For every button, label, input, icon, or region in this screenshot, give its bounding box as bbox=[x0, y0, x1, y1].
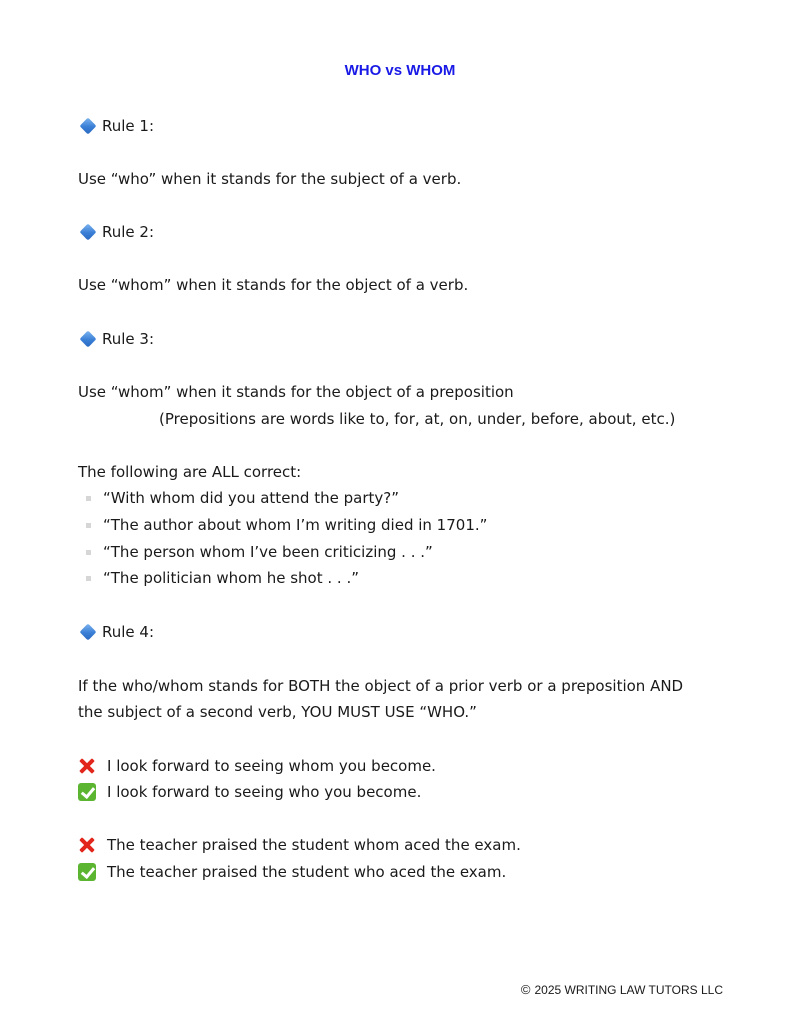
wrong-example-text: The teacher praised the student whom aced the exam. bbox=[107, 836, 521, 854]
check-mark-icon bbox=[78, 783, 96, 801]
rule-2-heading bbox=[78, 222, 154, 242]
rule-2-label: Rule 2: bbox=[102, 223, 155, 241]
copyright-icon: © bbox=[520, 982, 531, 997]
rule-1-heading bbox=[78, 116, 154, 136]
copyright-text: 2025 WRITING LAW TUTORS LLC bbox=[534, 982, 723, 997]
rule-1-label: Rule 1: bbox=[102, 117, 155, 135]
rule-3-label: Rule 3: bbox=[102, 330, 155, 348]
right-example-text: The teacher praised the student who aced the exam. bbox=[107, 863, 507, 881]
right-example bbox=[78, 862, 506, 882]
list-item-text: “The author about whom I’m writing died in 1701.” bbox=[103, 516, 488, 534]
rule-2-text: Use “whom” when it stands for the object of a verb. bbox=[78, 276, 469, 294]
examples-intro: The following are ALL correct: bbox=[78, 463, 302, 481]
x-mark-icon bbox=[78, 757, 96, 775]
list-item bbox=[78, 488, 399, 508]
right-example-text: I look forward to seeing who you become. bbox=[107, 783, 422, 801]
square-bullet-icon bbox=[86, 576, 91, 581]
wrong-example-text: I look forward to seeing whom you become. bbox=[107, 757, 436, 775]
rule-3-heading bbox=[78, 329, 154, 349]
diamond-icon bbox=[80, 118, 97, 135]
list-item bbox=[78, 568, 359, 588]
wrong-example bbox=[78, 756, 436, 776]
rule-4-text-line-1: If the who/whom stands for BOTH the object of a prior verb or a preposition AND bbox=[78, 677, 684, 695]
copyright-footer bbox=[521, 982, 723, 997]
list-item-text: “With whom did you attend the party?” bbox=[103, 489, 399, 507]
rule-4-label: Rule 4: bbox=[102, 623, 155, 641]
square-bullet-icon bbox=[86, 496, 91, 501]
page-title: WHO vs WHOM bbox=[344, 62, 456, 79]
x-mark-icon bbox=[78, 836, 96, 854]
rule-4-text-line-2: the subject of a second verb, YOU MUST USE “WHO.” bbox=[78, 703, 477, 721]
check-mark-icon bbox=[78, 863, 96, 881]
rule-4-heading bbox=[78, 622, 154, 642]
rule-3-note: (Prepositions are words like to, for, at, on, under, before, about, etc.) bbox=[159, 410, 676, 428]
list-item bbox=[78, 515, 487, 535]
square-bullet-icon bbox=[86, 523, 91, 528]
diamond-icon bbox=[80, 224, 97, 241]
rule-1-text: Use “who” when it stands for the subject of a verb. bbox=[78, 170, 462, 188]
wrong-example bbox=[78, 835, 521, 855]
list-item-text: “The person whom I’ve been criticizing . . .” bbox=[103, 543, 433, 561]
list-item-text: “The politician whom he shot . . .” bbox=[103, 569, 359, 587]
rule-3-text: Use “whom” when it stands for the object of a preposition bbox=[78, 383, 514, 401]
diamond-icon bbox=[80, 624, 97, 641]
square-bullet-icon bbox=[86, 550, 91, 555]
diamond-icon bbox=[80, 331, 97, 348]
list-item bbox=[78, 542, 433, 562]
right-example bbox=[78, 782, 421, 802]
